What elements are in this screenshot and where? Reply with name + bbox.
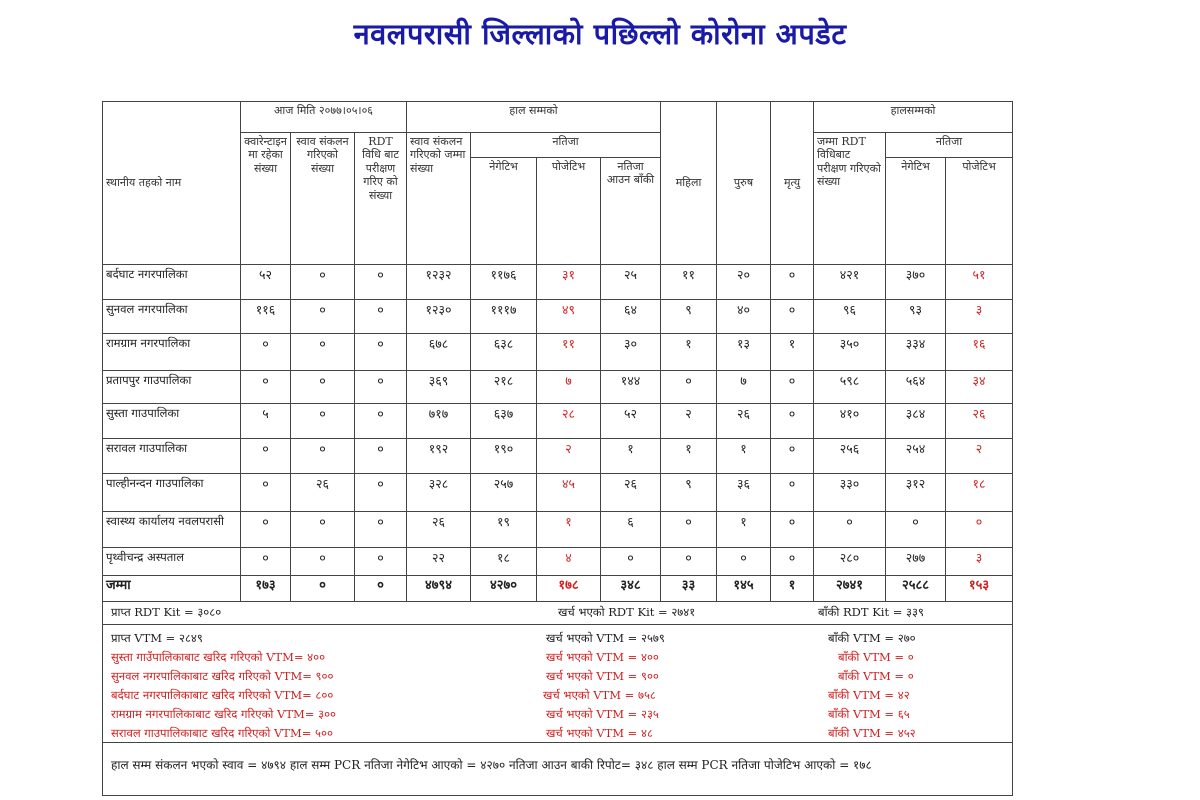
total-negative: ४२७० xyxy=(471,576,537,602)
header-till-now: हाल सम्मको xyxy=(407,102,661,133)
table-row xyxy=(103,512,1013,548)
cell-total-swab: ६७८ xyxy=(407,334,471,371)
total-female: ३३ xyxy=(661,576,717,602)
row-name: सरावल गाउपालिका xyxy=(103,439,241,474)
cell-rdt-total: ९६ xyxy=(814,300,886,334)
vtm-bought-line: सरावल गाउपालिकाबाट खरिद गरिएको VTM= ५०० xyxy=(111,726,333,740)
cell-quarantine: ० xyxy=(241,439,291,474)
row-name: पाल्हीनन्दन गाउपालिका xyxy=(103,474,241,512)
cell-rdt-total: ५९८ xyxy=(814,371,886,404)
total-quarantine: १७३ xyxy=(241,576,291,602)
vtm-used-line: खर्च भएको VTM = ४८ xyxy=(546,726,653,740)
cell-rdt: ० xyxy=(355,334,407,371)
cell-rdt: ० xyxy=(355,439,407,474)
cell-swab: ० xyxy=(291,371,355,404)
cell-female: १ xyxy=(661,334,717,371)
row-name: प्रतापपुर गाउपालिका xyxy=(103,371,241,404)
cell-rdt-negative: ३७० xyxy=(886,265,946,300)
cell-quarantine: ० xyxy=(241,371,291,404)
cell-rdt-total: २८० xyxy=(814,548,886,576)
total-total-swab: ४७९४ xyxy=(407,576,471,602)
vtm-remaining-line: बाँकी VTM = ० xyxy=(838,669,914,683)
cell-total-swab: ३६९ xyxy=(407,371,471,404)
cell-pending: ५२ xyxy=(601,404,661,439)
cell-negative: १८ xyxy=(471,548,537,576)
cell-female: ११ xyxy=(661,265,717,300)
total-rdt-negative: २५८८ xyxy=(886,576,946,602)
cell-swab: ० xyxy=(291,404,355,439)
cell-death: ० xyxy=(771,300,814,334)
total-pending: ३४८ xyxy=(601,576,661,602)
cell-male: १ xyxy=(717,512,771,548)
cell-pending: १ xyxy=(601,439,661,474)
header-quarantine: क्वारेन्टाइन मा रहेका संख्या xyxy=(241,133,291,265)
cell-female: ० xyxy=(661,512,717,548)
cell-death: ० xyxy=(771,439,814,474)
row-name: पृथ्वीचन्द्र अस्पताल xyxy=(103,548,241,576)
cell-rdt-positive: ० xyxy=(946,512,1013,548)
header-negative: नेगेटिभ xyxy=(471,158,537,265)
header-male: पुरुष xyxy=(717,102,771,265)
cell-swab: ० xyxy=(291,300,355,334)
cell-rdt-positive: ३ xyxy=(946,548,1013,576)
header-till-now-2: हालसम्मको xyxy=(814,102,1013,133)
cell-rdt: ० xyxy=(355,300,407,334)
header-result-2: नतिजा xyxy=(886,133,1013,158)
kit-remaining: बाँकी RDT Kit = ३३९ xyxy=(818,605,924,619)
row-name: स्वास्थ्य कार्यालय नवलपरासी xyxy=(103,512,241,548)
cell-negative: ६३८ xyxy=(471,334,537,371)
row-name: बर्दघाट नगरपालिका xyxy=(103,265,241,300)
vtm-bought-line: सुस्ता गाउँपालिकाबाट खरिद गरिएको VTM= ४०० xyxy=(111,650,326,664)
cell-pending: २६ xyxy=(601,474,661,512)
cell-rdt-negative: २७७ xyxy=(886,548,946,576)
cell-total-swab: १२३० xyxy=(407,300,471,334)
header-female: महिला xyxy=(661,102,717,265)
cell-female: १ xyxy=(661,439,717,474)
summary-text: हाल सम्म संकलन भएको स्वाव = ४७९४ हाल सम्म PCR नतिजा नेगेटिभ आएको = ४२७० नतिजा आउन बाकी रिपोट= ३४८ हाल सम्म PCR नतिजा पोजेटिभ आएको = १७८ xyxy=(111,758,872,772)
table-row xyxy=(103,439,1013,474)
cell-negative: १९ xyxy=(471,512,537,548)
cell-rdt-positive: ५१ xyxy=(946,265,1013,300)
cell-rdt-negative: ० xyxy=(886,512,946,548)
cell-rdt-total: ४२१ xyxy=(814,265,886,300)
cell-rdt-positive: २६ xyxy=(946,404,1013,439)
cell-rdt-negative: ५६४ xyxy=(886,371,946,404)
total-swab: ० xyxy=(291,576,355,602)
cell-swab: ० xyxy=(291,334,355,371)
cell-rdt: ० xyxy=(355,548,407,576)
cell-positive: ४९ xyxy=(537,300,601,334)
cell-total-swab: ७१७ xyxy=(407,404,471,439)
kit-row xyxy=(103,602,1013,625)
cell-total-swab: १९२ xyxy=(407,439,471,474)
cell-female: २ xyxy=(661,404,717,439)
table-row xyxy=(103,404,1013,439)
cell-rdt-positive: १६ xyxy=(946,334,1013,371)
cell-quarantine: ० xyxy=(241,548,291,576)
vtm-remaining-line: बाँकी VTM = ० xyxy=(838,650,914,664)
cell-total-swab: ३२८ xyxy=(407,474,471,512)
cell-swab: ० xyxy=(291,439,355,474)
header-result: नतिजा xyxy=(471,133,661,158)
vtm-remaining: बाँकी VTM = २७० xyxy=(828,631,916,645)
total-row xyxy=(103,576,1013,602)
row-name: सुनवल नगरपालिका xyxy=(103,300,241,334)
kit-used: खर्च भएको RDT Kit = २७४१ xyxy=(558,605,696,619)
vtm-row xyxy=(103,625,1013,743)
cell-quarantine: ० xyxy=(241,334,291,371)
vtm-used-line: खर्च भएको VTM = २३५ xyxy=(546,707,659,721)
cell-pending: ६४ xyxy=(601,300,661,334)
cell-rdt: ० xyxy=(355,512,407,548)
cell-death: ० xyxy=(771,371,814,404)
cell-rdt-positive: ३ xyxy=(946,300,1013,334)
cell-rdt: ० xyxy=(355,265,407,300)
cell-total-swab: १२३२ xyxy=(407,265,471,300)
cell-male: १ xyxy=(717,439,771,474)
cell-male: ० xyxy=(717,548,771,576)
vtm-bought-line: बर्दघाट नगरपालिकाबाट खरिद गरिएको VTM= ८०० xyxy=(111,688,334,702)
cell-rdt-negative: २५४ xyxy=(886,439,946,474)
table-row xyxy=(103,334,1013,371)
cell-positive: २८ xyxy=(537,404,601,439)
cell-death: १ xyxy=(771,334,814,371)
header-positive: पोजेटिभ xyxy=(537,158,601,265)
cell-positive: ७ xyxy=(537,371,601,404)
header-today-date: आज मिति २०७७।०५।०६ xyxy=(241,102,407,133)
cell-swab: ० xyxy=(291,265,355,300)
vtm-received: प्राप्त VTM = २८४९ xyxy=(111,631,203,645)
vtm-bought-line: रामग्राम नगरपालिकाबाट खरिद गरिएको VTM= ३०० xyxy=(111,707,337,721)
total-rdt-positive: १५३ xyxy=(946,576,1013,602)
header-death: मृत्यु xyxy=(771,102,814,265)
cell-rdt-positive: २ xyxy=(946,439,1013,474)
cell-quarantine: ११६ xyxy=(241,300,291,334)
cell-negative: १९० xyxy=(471,439,537,474)
cell-pending: १४४ xyxy=(601,371,661,404)
vtm-used: खर्च भएको VTM = २५७९ xyxy=(546,631,665,645)
cell-rdt: ० xyxy=(355,404,407,439)
cell-death: ० xyxy=(771,548,814,576)
cell-total-swab: २२ xyxy=(407,548,471,576)
cell-male: ३६ xyxy=(717,474,771,512)
cell-female: ९ xyxy=(661,474,717,512)
header-rdt-tested: RDT विधि बाट परीक्षण गरिए को संख्या xyxy=(355,133,407,265)
table-row xyxy=(103,548,1013,576)
corona-update-table xyxy=(102,101,1013,796)
total-positive: १७८ xyxy=(537,576,601,602)
table-row xyxy=(103,474,1013,512)
table-row xyxy=(103,265,1013,300)
total-rdt-total: २७४१ xyxy=(814,576,886,602)
cell-male: ७ xyxy=(717,371,771,404)
cell-rdt-total: ० xyxy=(814,512,886,548)
total-rdt: ० xyxy=(355,576,407,602)
cell-positive: ४ xyxy=(537,548,601,576)
cell-pending: २५ xyxy=(601,265,661,300)
cell-positive: १ xyxy=(537,512,601,548)
cell-rdt: ० xyxy=(355,474,407,512)
cell-positive: ३१ xyxy=(537,265,601,300)
cell-rdt-negative: ३१२ xyxy=(886,474,946,512)
cell-negative: २५७ xyxy=(471,474,537,512)
total-male: १४५ xyxy=(717,576,771,602)
cell-quarantine: ५२ xyxy=(241,265,291,300)
cell-quarantine: ५ xyxy=(241,404,291,439)
kit-received: प्राप्त RDT Kit = ३०८० xyxy=(111,605,222,619)
cell-rdt-positive: १८ xyxy=(946,474,1013,512)
cell-rdt-total: २५६ xyxy=(814,439,886,474)
cell-rdt-negative: ३३४ xyxy=(886,334,946,371)
cell-female: ० xyxy=(661,371,717,404)
cell-negative: ६३७ xyxy=(471,404,537,439)
cell-swab: २६ xyxy=(291,474,355,512)
cell-male: २६ xyxy=(717,404,771,439)
header-local-level: स्थानीय तहको नाम xyxy=(103,102,241,265)
cell-positive: ११ xyxy=(537,334,601,371)
cell-negative: १११७ xyxy=(471,300,537,334)
total-label: जम्मा xyxy=(103,576,241,602)
cell-pending: ६ xyxy=(601,512,661,548)
cell-male: १३ xyxy=(717,334,771,371)
cell-death: ० xyxy=(771,512,814,548)
cell-death: ० xyxy=(771,474,814,512)
cell-rdt-negative: ३८४ xyxy=(886,404,946,439)
cell-rdt-negative: ९३ xyxy=(886,300,946,334)
cell-death: ० xyxy=(771,404,814,439)
vtm-bought-line: सुनवल नगरपालिकाबाट खरिद गरिएको VTM= ९०० xyxy=(111,669,334,683)
cell-pending: ३० xyxy=(601,334,661,371)
header-pending: नतिजा आउन बाँकी xyxy=(601,158,661,265)
header-positive-2: पोजेटिभ xyxy=(946,158,1013,265)
cell-total-swab: २६ xyxy=(407,512,471,548)
cell-rdt-positive: ३४ xyxy=(946,371,1013,404)
cell-rdt-total: ३३० xyxy=(814,474,886,512)
header-negative-2: नेगेटिभ xyxy=(886,158,946,265)
cell-swab: ० xyxy=(291,512,355,548)
row-name: रामग्राम नगरपालिका xyxy=(103,334,241,371)
total-death: १ xyxy=(771,576,814,602)
cell-pending: ० xyxy=(601,548,661,576)
cell-male: २० xyxy=(717,265,771,300)
cell-rdt-total: ३५० xyxy=(814,334,886,371)
vtm-remaining-line: बाँकी VTM = ४२ xyxy=(828,688,910,702)
header-rdt-total: जम्मा RDT विधिबाट परीक्षण गरिएको संख्या xyxy=(814,133,886,265)
cell-quarantine: ० xyxy=(241,474,291,512)
cell-rdt-total: ४१० xyxy=(814,404,886,439)
vtm-used-line: खर्च भएको VTM = ९०० xyxy=(546,669,659,683)
cell-negative: २१८ xyxy=(471,371,537,404)
cell-female: ९ xyxy=(661,300,717,334)
row-name: सुस्ता गाउपालिका xyxy=(103,404,241,439)
cell-positive: २ xyxy=(537,439,601,474)
header-total-swab: स्वाव संकलन गरिएको जम्मा संख्या xyxy=(407,133,471,265)
cell-rdt: ० xyxy=(355,371,407,404)
summary-row xyxy=(103,743,1013,796)
cell-male: ४० xyxy=(717,300,771,334)
cell-death: ० xyxy=(771,265,814,300)
header-swab-collected: स्वाव संकलन गरिएको संख्या xyxy=(291,133,355,265)
table-row xyxy=(103,371,1013,404)
table-row xyxy=(103,300,1013,334)
vtm-used-line: खर्च भएको VTM = ७५८ xyxy=(543,688,656,702)
page-title: नवलपरासी जिल्लाको पछिल्लो कोरोना अपडेट xyxy=(353,17,847,51)
vtm-remaining-line: बाँकी VTM = ६५ xyxy=(828,707,910,721)
cell-negative: ११७६ xyxy=(471,265,537,300)
cell-quarantine: ० xyxy=(241,512,291,548)
vtm-remaining-line: बाँकी VTM = ४५२ xyxy=(828,726,916,740)
vtm-used-line: खर्च भएको VTM = ४०० xyxy=(546,650,659,664)
cell-positive: ४५ xyxy=(537,474,601,512)
cell-swab: ० xyxy=(291,548,355,576)
cell-female: ० xyxy=(661,548,717,576)
